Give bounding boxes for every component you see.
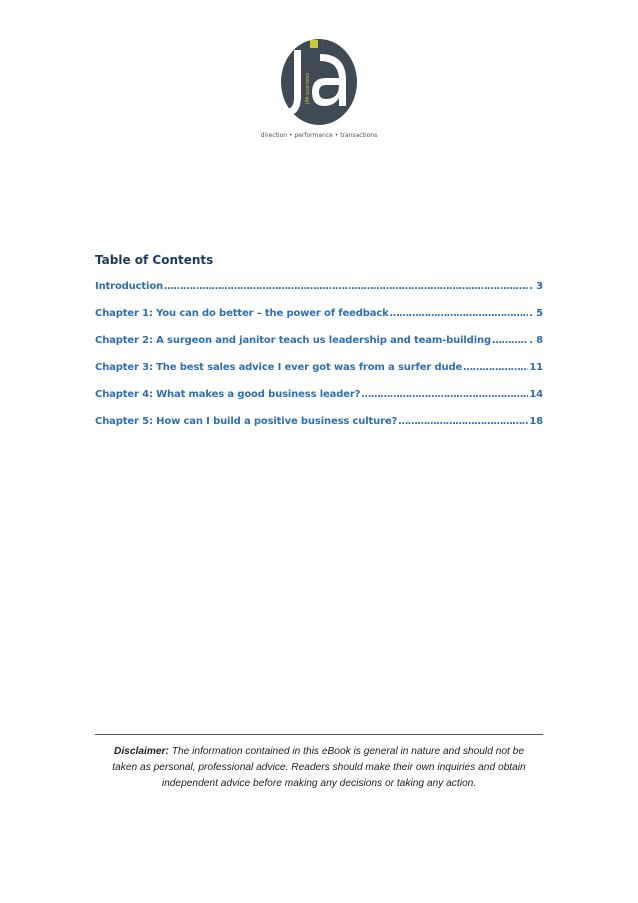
toc-entry-chapter-4[interactable] [95,389,543,403]
table-of-contents [95,253,543,443]
logo-j-stem [294,50,301,100]
toc-entry-chapter-2[interactable] [95,335,543,349]
footer-divider [95,734,543,735]
toc-entry-page: 14 [529,389,543,400]
toc-entry-page: 11 [529,362,543,373]
disclaimer-label: Disclaimer: [113,746,169,757]
toc-entry-introduction[interactable] [95,281,543,295]
disclaimer-text: The information contained in this eBook is general in nature and should not be taken as personal, professional advice. Readers should make their own inquiries and obtain independent advice before making any decisions or taking any action. [112,746,526,789]
logo-tagline: direction • performance • transactions [260,132,378,139]
toc-leader-dots [463,362,528,373]
toc-entry-label: Chapter 3: The best sales advice I ever got was from a surfer dude [95,362,463,373]
toc-leader-dots [398,416,528,427]
toc-leader-dots [164,281,528,292]
toc-leader-dots [492,335,528,346]
toc-leader-dots [390,308,529,319]
toc-entry-page: . 3 [529,281,543,292]
toc-entry-page: . 5 [529,308,543,319]
toc-entry-label: Introduction [95,281,164,292]
toc-entry-chapter-1[interactable] [95,308,543,322]
toc-entry-label: Chapter 5: How can I build a positive business culture? [95,416,398,427]
toc-leader-dots [361,389,528,400]
toc-entry-label: Chapter 2: A surgeon and janitor teach us leadership and team-building [95,335,491,346]
toc-entry-page: 18 [529,416,543,427]
logo-brand-vertical: JPA business [305,73,311,104]
toc-entry-chapter-3[interactable] [95,362,543,376]
toc-entry-label: Chapter 4: What makes a good business leader? [95,389,361,400]
toc-entry-page: . 8 [529,335,543,346]
logo [0,36,638,146]
toc-entry-label: Chapter 1: You can do better – the power of feedback [95,308,389,319]
toc-title: Table of Contents [95,253,214,267]
logo-accent-square [310,40,318,48]
disclaimer [103,744,535,792]
toc-entry-chapter-5[interactable] [95,416,543,430]
logo-emblem [280,36,358,126]
